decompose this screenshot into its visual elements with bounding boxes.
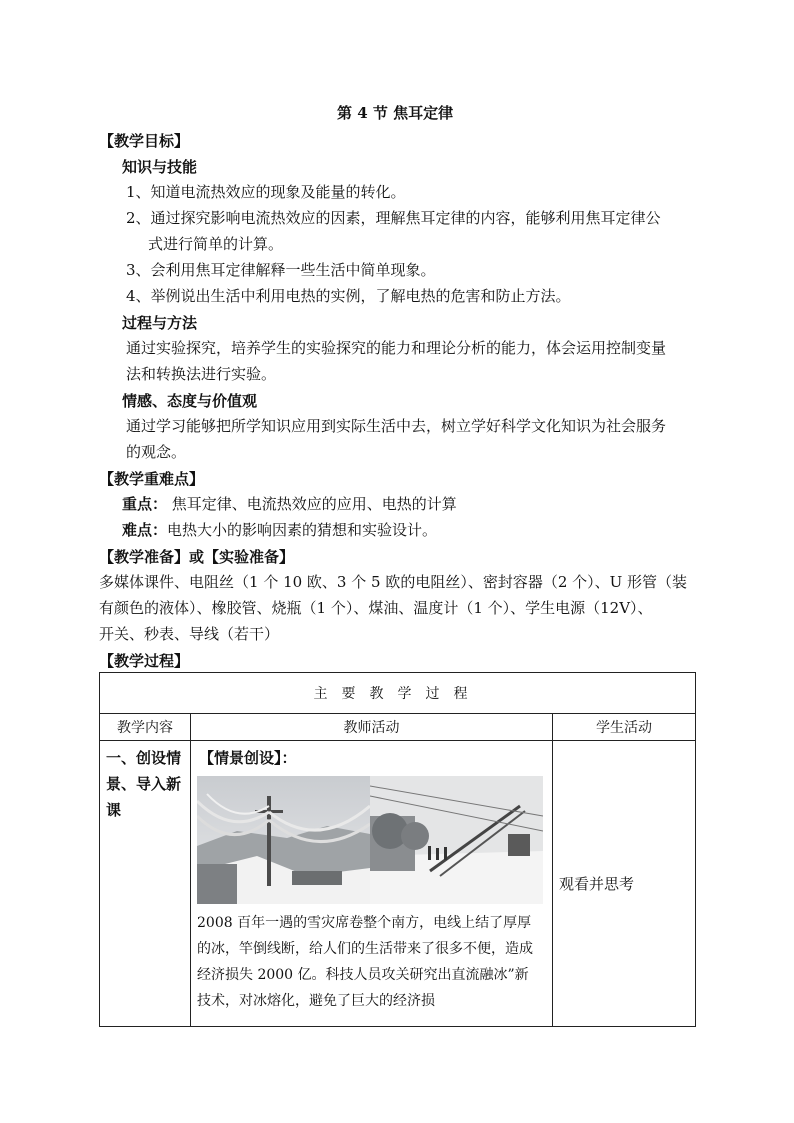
col-header-teacher: 教师活动 — [191, 714, 553, 741]
knowledge-item-2-cont: 式进行简单的计算。 — [148, 235, 284, 253]
emotion-line-2: 的观念。 — [126, 443, 187, 461]
snow-photos — [197, 776, 552, 904]
page-title: 第 4 节 焦耳定律 — [337, 104, 454, 122]
process-line-2: 法和转换法进行实验。 — [126, 365, 277, 383]
row1-student-text: 观看并思考 — [559, 875, 635, 893]
photo-iced-power-lines — [197, 776, 370, 904]
emotion-title: 情感、态度与价值观 — [122, 392, 258, 410]
process-line-1: 通过实验探究，培养学生的实验探究的能力和理论分析的能力，体会运用控制变量 — [126, 339, 667, 357]
key-point-label: 重点： — [122, 495, 168, 513]
col-header-student: 学生活动 — [553, 714, 696, 741]
key-point-line — [122, 492, 457, 517]
objectives-heading: 【教学目标】 — [99, 132, 190, 150]
table-title: 主要教学过程 — [100, 673, 696, 714]
preparation-line-1: 多媒体课件、电阻丝（1 个 10 欧、3 个 5 欧的电阻丝）、密封容器（2 个）、U 形管（装 — [99, 573, 688, 591]
knowledge-item-2: 2、通过探究影响电流热效应的因素，理解焦耳定律的内容，能够利用焦耳定律公 — [126, 209, 661, 227]
row1-student-cell — [553, 741, 696, 1027]
process-heading: 【教学过程】 — [99, 652, 190, 670]
difficult-point-line — [122, 518, 437, 543]
row1-teacher-cell — [191, 741, 553, 1027]
key-point-text: 焦耳定律、电流热效应的应用、电热的计算 — [167, 495, 457, 513]
scenario-text: 2008 百年一遇的雪灾席卷整个南方，电线上结了厚厚的冰，竿倒线断，给人们的生活带来了很多不便，造成经济损失 2000 亿。科技人员攻关研究出直流融冰”新技术，对冰熔化，避免了巨大的经济损 — [197, 915, 533, 1009]
preparation-line-3: 开关、秒表、导线（若干） — [99, 625, 280, 643]
col-header-content: 教学内容 — [100, 714, 191, 741]
row1-content-line-2: 景、导入新 — [106, 775, 182, 793]
knowledge-item-4: 4、举例说出生活中利用电热的实例，了解电热的危害和防止方法。 — [126, 287, 571, 305]
photo-fallen-pylon — [370, 776, 543, 904]
preparation-line-2: 有颜色的液体）、橡胶管、烧瓶（1 个）、煤油、温度计（1 个）、学生电源（12V）、 — [99, 599, 653, 617]
scenario-heading: 【情景创设】： — [199, 749, 297, 767]
teaching-process-table — [99, 672, 696, 1027]
knowledge-item-3: 3、会利用焦耳定律解释一些生活中简单现象。 — [126, 261, 436, 279]
emotion-line-1: 通过学习能够把所学知识应用到实际生活中去，树立学好科学文化知识为社会服务 — [126, 417, 667, 435]
row1-content-line-3: 课 — [106, 801, 122, 819]
knowledge-item-1: 1、知道电流热效应的现象及能量的转化。 — [126, 183, 406, 201]
row1-content-line-1: 一、创设情 — [106, 749, 182, 767]
preparation-heading: 【教学准备】或【实验准备】 — [99, 548, 295, 566]
difficult-point-text: 电热大小的影响因素的猜想和实验设计。 — [167, 521, 438, 539]
knowledge-title: 知识与技能 — [122, 158, 198, 176]
keypoints-heading: 【教学重难点】 — [99, 470, 205, 488]
process-title: 过程与方法 — [122, 314, 198, 332]
row1-content-cell — [100, 741, 191, 1027]
difficult-point-label: 难点： — [122, 521, 168, 539]
